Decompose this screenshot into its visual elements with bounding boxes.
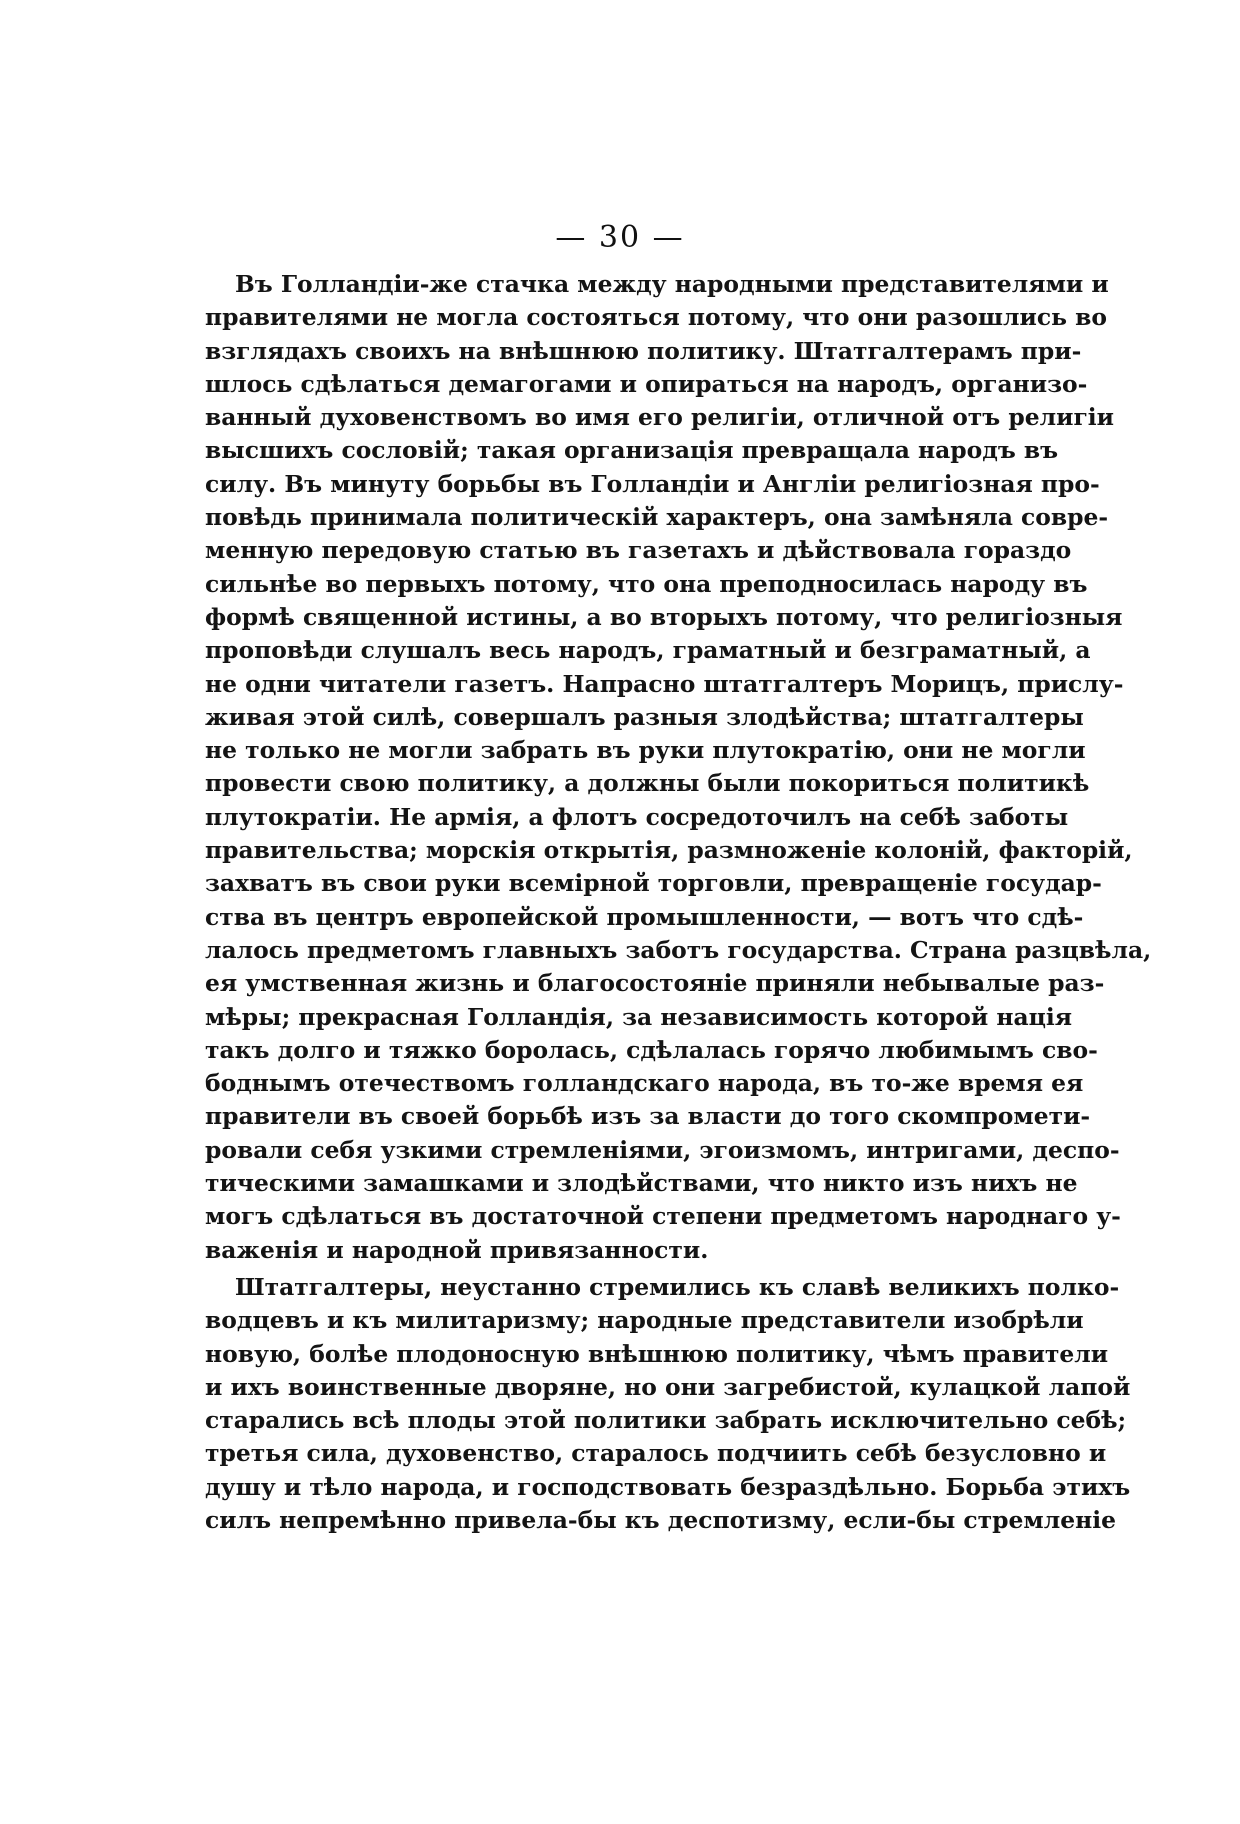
text-line: мѣры; прекрасная Голландія, за независимость которой нація xyxy=(205,1002,1073,1031)
text-line: ванный духовенствомъ во имя его религіи, отличной отъ религіи xyxy=(205,403,1115,432)
paragraph-1 xyxy=(205,268,1152,1267)
text-line: важенія и народной привязанности. xyxy=(205,1235,709,1264)
paragraph-2 xyxy=(205,1271,1131,1537)
text-line: душу и тѣло народа, и господствовать безраздѣльно. Борьба этихъ xyxy=(205,1472,1131,1501)
body-text xyxy=(205,268,1152,1537)
text-line: сильнѣе во первыхъ потому, что она преподносилась народу въ xyxy=(205,569,1088,598)
text-line: ея умственная жизнь и благосостояніе приняли небывалые раз- xyxy=(205,969,1105,998)
text-line: правительства; морскія открытія, размноженіе колоній, факторій, xyxy=(205,836,1133,865)
text-line: и ихъ воинственные дворяне, но они загребистой, кулацкой лапой xyxy=(205,1372,1131,1401)
text-line: ровали себя узкими стремленіями, эгоизмомъ, интригами, деспо- xyxy=(205,1135,1120,1164)
text-line: могъ сдѣлаться въ достаточной степени предметомъ народнаго у- xyxy=(205,1202,1121,1231)
text-line: взглядахъ своихъ на внѣшнюю политику. Штатгалтерамъ при- xyxy=(205,336,1082,365)
text-line: такъ долго и тяжко боролась, сдѣлалась горячо любимымъ сво- xyxy=(205,1035,1098,1064)
text-line: силъ непремѣнно привела-бы къ деспотизму, если-бы стремленіе xyxy=(205,1505,1116,1534)
text-line: водцевъ и къ милитаризму; народные представители изобрѣли xyxy=(205,1306,1084,1335)
text-line: ства въ центръ европейской промышленности, — вотъ что сдѣ- xyxy=(205,902,1084,931)
text-line: правители въ своей борьбѣ изъ за власти до того скомпромети- xyxy=(205,1102,1091,1131)
text-line: живая этой силѣ, совершалъ разныя злодѣйства; штатгалтеры xyxy=(205,702,1084,731)
text-line: не только не могли забрать въ руки плутократію, они не могли xyxy=(205,736,1086,765)
text-line: Штатгалтеры, неустанно стремились къ славѣ великихъ полко- xyxy=(235,1272,1120,1301)
text-line: менную передовую статью въ газетахъ и дѣйствовала гораздо xyxy=(205,536,1072,565)
text-line: повѣдь принимала политическій характеръ, она замѣняла совре- xyxy=(205,503,1109,532)
text-line: высшихъ сословій; такая организація превращала народъ въ xyxy=(205,436,1059,465)
text-line: новую, болѣе плодоносную внѣшнюю политику, чѣмъ правители xyxy=(205,1339,1109,1368)
text-line: плутократіи. Не армія, а флотъ сосредоточилъ на себѣ заботы xyxy=(205,802,1069,831)
text-line: тическими замашками и злодѣйствами, что никто изъ нихъ не xyxy=(205,1169,1078,1198)
text-line: формѣ священной истины, а во вторыхъ потому, что религіозныя xyxy=(205,602,1123,631)
text-line: силу. Въ минуту борьбы въ Голландіи и Англіи религіозная про- xyxy=(205,469,1100,498)
text-line: провести свою политику, а должны были покориться политикѣ xyxy=(205,769,1090,798)
text-line: боднымъ отечествомъ голландскаго народа, въ то-же время ея xyxy=(205,1069,1084,1098)
text-line: проповѣди слушалъ весь народъ, граматный и безграматный, а xyxy=(205,636,1091,665)
text-line: Въ Голландіи-же стачка между народными представителями и xyxy=(235,270,1109,298)
text-line: не одни читатели газетъ. Напрасно штатгалтеръ Морицъ, прислу- xyxy=(205,669,1124,698)
text-line: правителями не могла состояться потому, что они разошлись во xyxy=(205,303,1107,332)
text-line: лалось предметомъ главныхъ заботъ государства. Страна разцвѣла, xyxy=(205,935,1152,964)
text-line: шлось сдѣлаться демагогами и опираться на народъ, организо- xyxy=(205,369,1088,398)
text-line: третья сила, духовенство, старалось подчиить себѣ безусловно и xyxy=(205,1439,1107,1468)
text-line: захватъ въ свои руки всемірной торговли, превращеніе государ- xyxy=(205,869,1102,898)
page-number: — 30 — xyxy=(555,220,685,255)
text-line: старались всѣ плоды этой политики забрать исключительно себѣ; xyxy=(205,1406,1127,1435)
